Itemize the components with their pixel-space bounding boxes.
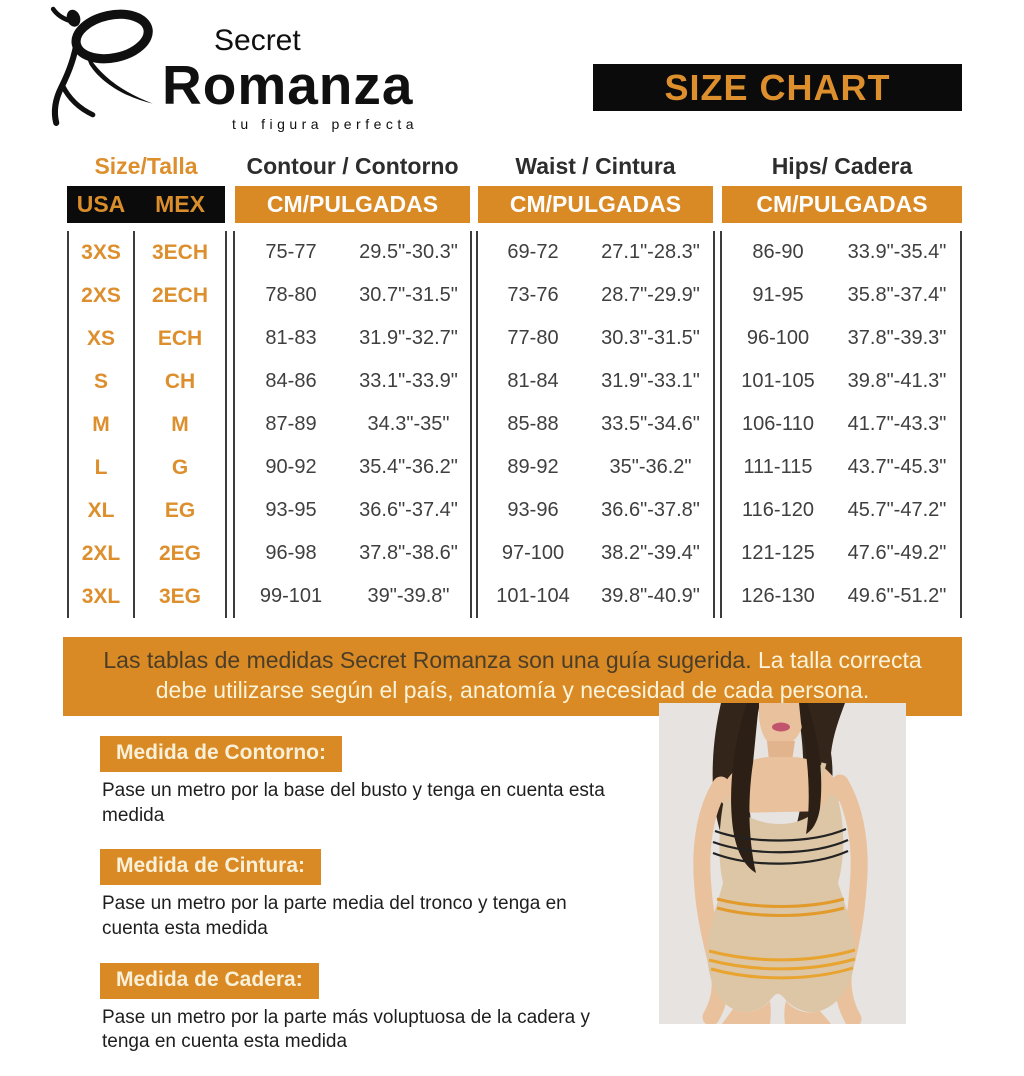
section-divider [225, 360, 235, 403]
section-divider [713, 274, 722, 317]
cell-size-mex: EG [164, 498, 196, 522]
cell-size-usa: XL [67, 489, 135, 532]
section-divider [470, 575, 478, 618]
section-divider [470, 231, 478, 274]
cell-size-mex: G [171, 455, 189, 479]
cell-hips-cm: 91-95 [752, 284, 804, 306]
column-header-size: Size/Talla [94, 152, 198, 179]
cell-waist-cm: 81-84 [507, 370, 559, 392]
cell-waist-cm: 69-72 [507, 241, 559, 263]
cell-hips-inches: 43.7"-45.3" [834, 446, 962, 489]
cell-hips-cm: 101-105 [741, 370, 815, 392]
column-header-hips: Hips/ Cadera [771, 152, 913, 179]
cell-size-mex: 2ECH [151, 283, 209, 307]
cell-size-mex: 3ECH [151, 240, 209, 264]
measure-cadera [100, 963, 670, 1055]
brand-name-main: Romanza [162, 54, 414, 116]
cell-size-usa: 3XS [67, 231, 135, 274]
section-divider [225, 274, 235, 317]
cell-contour-inches: 30.7"-31.5" [359, 284, 458, 306]
section-divider [470, 532, 478, 575]
cell-waist-cm: 97-100 [501, 542, 565, 564]
brand-name-top: Secret [214, 24, 301, 57]
cell-hips-cm: 96-100 [746, 327, 810, 349]
brand-tagline: tu figura perfecta [232, 116, 419, 132]
section-divider [713, 446, 722, 489]
cell-waist-inches: 38.2"-39.4" [601, 542, 700, 564]
cell-waist-inches: 39.8"-40.9" [601, 585, 700, 607]
measure-cintura [100, 849, 670, 941]
cell-waist-inches: 28.7"-29.9" [601, 284, 700, 306]
cell-hips-inches: 35.8"-37.4" [834, 274, 962, 317]
column-header-waist: Waist / Cintura [515, 152, 676, 179]
column-header-contour: Contour / Contorno [246, 152, 459, 179]
measure-cintura-description: Pase un metro por la parte media del tronco y tenga en cuenta esta medida [102, 893, 567, 940]
cell-contour-inches: 36.6"-37.4" [359, 499, 458, 521]
cell-hips-cm: 116-120 [742, 499, 814, 521]
section-divider [225, 317, 235, 360]
cell-size-usa: S [67, 360, 135, 403]
notice-light-text: La talla correcta debe utilizarse según el país, anatomía y necesidad de cada persona. [155, 647, 922, 704]
subheader-cm-hips: CM/PULGADAS [722, 186, 962, 223]
cell-hips-cm: 121-125 [741, 542, 815, 564]
section-divider [225, 575, 235, 618]
cell-waist-inches: 27.1"-28.3" [601, 241, 700, 263]
cell-waist-cm: 93-96 [507, 499, 559, 521]
cell-waist-inches: 35"-36.2" [609, 456, 692, 478]
cell-size-usa: L [67, 446, 135, 489]
cell-waist-inches: 30.3"-31.5" [601, 327, 700, 349]
measure-cadera-description: Pase un metro por la parte más voluptuosa de la cadera y tenga en cuenta esta medida [102, 1006, 590, 1053]
cell-size-usa: 2XL [67, 532, 135, 575]
subheader-cm-waist: CM/PULGADAS [478, 186, 713, 223]
cell-contour-cm: 96-98 [265, 542, 317, 564]
section-divider [225, 532, 235, 575]
cell-size-mex: 2EG [158, 541, 202, 565]
size-chart-title: SIZE CHART [593, 64, 962, 111]
cell-contour-inches: 33.1"-33.9" [359, 370, 458, 392]
cell-contour-inches: 39"-39.8" [367, 585, 450, 607]
cell-size-usa: M [67, 403, 135, 446]
table-spacer [67, 223, 962, 231]
cell-size-usa: 3XL [67, 575, 135, 618]
cell-contour-cm: 90-92 [265, 456, 317, 478]
section-divider [713, 575, 722, 618]
measure-contorno-label: Medida de Contorno: [100, 736, 342, 772]
cell-contour-inches: 37.8"-38.6" [359, 542, 458, 564]
cell-contour-cm: 99-101 [259, 585, 323, 607]
cell-contour-cm: 84-86 [265, 370, 317, 392]
section-divider [713, 489, 722, 532]
section-divider [713, 231, 722, 274]
measure-cintura-label: Medida de Cintura: [100, 849, 321, 885]
cell-hips-inches: 37.8"-39.3" [834, 317, 962, 360]
cell-contour-inches: 35.4"-36.2" [359, 456, 458, 478]
section-divider [470, 403, 478, 446]
size-table [67, 146, 962, 618]
section-divider [225, 231, 235, 274]
section-divider [470, 489, 478, 532]
cell-contour-inches: 29.5"-30.3" [359, 241, 458, 263]
cell-hips-inches: 45.7"-47.2" [834, 489, 962, 532]
section-divider [225, 446, 235, 489]
cell-size-mex: 3EG [158, 584, 202, 608]
measure-notes [100, 736, 670, 1076]
section-divider [225, 489, 235, 532]
cell-waist-cm: 101-104 [496, 585, 570, 607]
subheader-usa: USA [67, 186, 135, 223]
cell-waist-cm: 77-80 [507, 327, 559, 349]
section-divider [713, 317, 722, 360]
cell-hips-cm: 106-110 [742, 413, 814, 435]
cell-hips-inches: 39.8"-41.3" [834, 360, 962, 403]
section-divider [470, 274, 478, 317]
cell-contour-cm: 93-95 [265, 499, 317, 521]
logo-figure-icon [46, 6, 162, 128]
section-divider [470, 446, 478, 489]
measure-contorno [100, 736, 670, 828]
cell-waist-cm: 85-88 [507, 413, 559, 435]
cell-contour-inches: 34.3"-35" [367, 413, 450, 435]
subheader-cm-contour: CM/PULGADAS [235, 186, 470, 223]
cell-size-mex: CH [164, 369, 196, 393]
cell-hips-inches: 41.7"-43.3" [834, 403, 962, 446]
section-divider [713, 403, 722, 446]
cell-size-mex: ECH [157, 326, 203, 350]
cell-size-mex: M [171, 412, 189, 436]
measure-contorno-description: Pase un metro por la base del busto y tenga en cuenta esta medida [102, 780, 605, 826]
cell-contour-cm: 81-83 [265, 327, 317, 349]
model-photo [659, 703, 906, 1024]
cell-waist-inches: 33.5"-34.6" [601, 413, 700, 435]
cell-size-usa: XS [67, 317, 135, 360]
cell-hips-cm: 111-115 [743, 456, 813, 478]
cell-hips-inches: 49.6"-51.2" [834, 575, 962, 618]
cell-hips-cm: 126-130 [741, 585, 815, 607]
cell-waist-inches: 36.6"-37.8" [601, 499, 700, 521]
cell-size-usa: 2XS [67, 274, 135, 317]
cell-contour-inches: 31.9"-32.7" [359, 327, 458, 349]
subheader-mex: MEX [135, 186, 225, 223]
brand-logo [46, 6, 418, 132]
cell-waist-inches: 31.9"-33.1" [601, 370, 700, 392]
cell-waist-cm: 89-92 [507, 456, 559, 478]
section-divider [713, 360, 722, 403]
section-divider [713, 532, 722, 575]
cell-contour-cm: 78-80 [265, 284, 317, 306]
section-divider [470, 360, 478, 403]
notice-dark-text: Las tablas de medidas Secret Romanza son una guía sugerida. [103, 647, 752, 673]
cell-contour-cm: 87-89 [265, 413, 317, 435]
cell-waist-cm: 73-76 [507, 284, 559, 306]
brand-wordmark [162, 6, 418, 132]
measure-cadera-label: Medida de Cadera: [100, 963, 319, 999]
cell-hips-cm: 86-90 [752, 241, 804, 263]
cell-hips-inches: 47.6"-49.2" [834, 532, 962, 575]
section-divider [225, 403, 235, 446]
section-divider [470, 317, 478, 360]
cell-contour-cm: 75-77 [265, 241, 317, 263]
cell-hips-inches: 33.9"-35.4" [834, 231, 962, 274]
